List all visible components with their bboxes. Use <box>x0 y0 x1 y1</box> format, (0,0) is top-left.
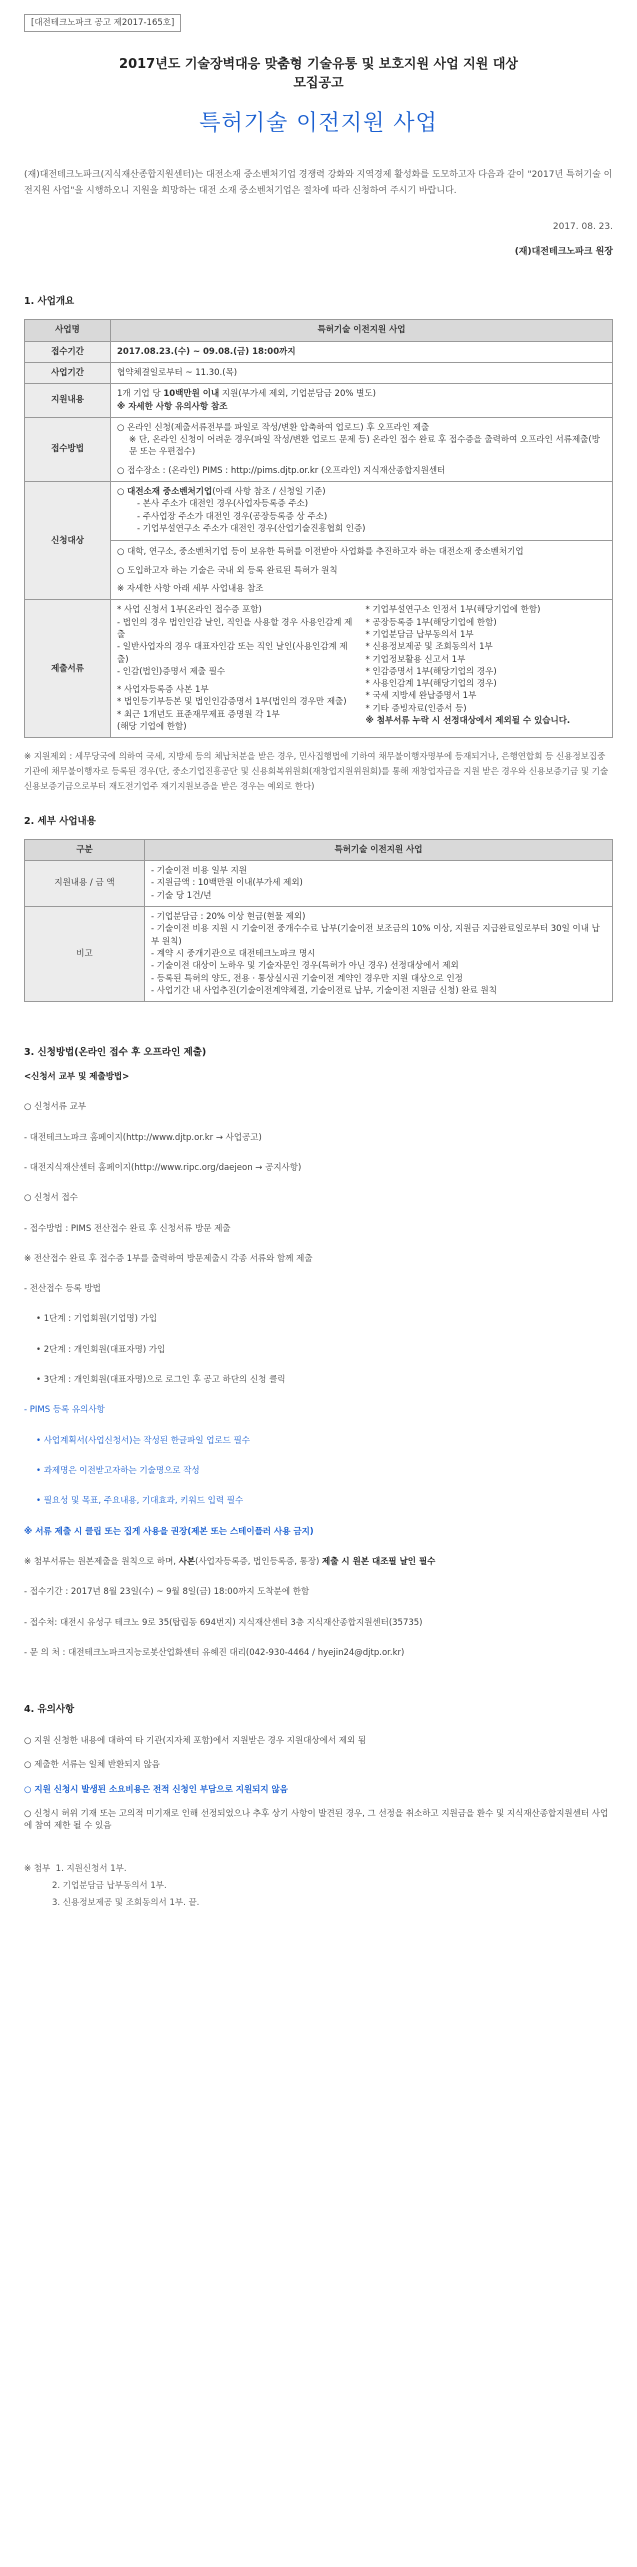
doc-item: * 최근 1개년도 표준재무제표 증명원 각 1부 <box>117 709 280 720</box>
row-value <box>111 384 613 418</box>
apply-step: • 1단계 : 기업회원(기업명) 가입 <box>36 1314 158 1325</box>
doc-item: * 기업정보활용 신고서 1부 <box>365 654 466 665</box>
doc-item: * 기업부설연구소 인정서 1부(해당기업에 한함) <box>365 605 541 616</box>
doc-item: - 인감(법인)증명서 제출 필수 <box>117 666 226 677</box>
detail-line: - 등록된 특허의 양도, 전용 · 통상실시권 기술이전 계약인 경우만 지원 대상으로 인정 <box>151 973 463 984</box>
notice-number: [대전테크노파크 공고 제2017-165호] <box>24 14 181 32</box>
cautions <box>24 1735 613 1833</box>
doc-item: (해당 기업에 한함) <box>117 722 187 733</box>
method-line: ○ 접수장소 : (온라인) PIMS : http://pims.djtp.or.kr (오프라인) 지식재산종합지원센터 <box>117 465 446 476</box>
subtitle-line: 모집공고 <box>293 76 344 92</box>
text: 지원(부가세 제외, 기업분담금 20% 별도) <box>219 389 376 400</box>
table-head: 특허기술 이전지원 사업 <box>111 320 613 341</box>
apply-line: - 접수방법 : PIMS 전산접수 완료 후 신청서류 방문 제출 <box>24 1223 231 1234</box>
divider <box>111 540 612 541</box>
text-bold: 제출 시 원본 대조필 날인 필수 <box>322 1556 436 1567</box>
table-row <box>25 384 613 418</box>
overview-table <box>24 319 613 738</box>
row-label: 지원내용 <box>25 384 111 418</box>
docs-left <box>117 604 358 733</box>
doc-item: * 공장등록증 1부(해당기업에 한함) <box>365 617 497 628</box>
text: (사업자등록증, 법인등록증, 통장) <box>195 1556 323 1567</box>
text: 1개 기업 당 <box>117 389 164 400</box>
row-label: 지원내용 / 금 액 <box>25 861 145 907</box>
intro-paragraph: (재)대전테크노파크(지식재산종합지원센터)는 대전소재 중소벤처기업 경쟁력 강화와 지역경제 활성화를 도모하고자 다음과 같이 "2017년 특허기술 이전지원 사업"을 시행하오니 지원을 희망하는 대전 소재 중소벤처기업은 절차에 따라 신청하여 주시기 바랍니다. <box>24 169 613 196</box>
apply-method <box>24 1071 613 1659</box>
target-sub: - 주사업장 주소가 대전인 경우(공장등록증 상 주소) <box>137 511 328 522</box>
pims-notice: • 사업계획서(사업신청서)는 작성된 한글파일 업로드 필수 <box>36 1435 251 1446</box>
docs-right <box>358 604 607 733</box>
table-row <box>25 362 613 383</box>
detail-line: - 계약 시 중개기관으로 대전테크노파크 명시 <box>151 948 316 959</box>
section-title: 1. 사업개요 <box>24 296 75 308</box>
table-row <box>25 861 613 907</box>
doc-item: * 사업자등록증 사본 1부 <box>117 685 209 696</box>
table-head: 특허기술 이전지원 사업 <box>145 839 613 860</box>
row-value <box>145 907 613 1002</box>
detail-line: - 사업기간 내 사업추진(기술이전계약체결, 기술이전료 납부, 기술이전 지원금 신청) 완료 원칙 <box>151 985 497 996</box>
doc-item: * 인감증명서 1부(해당기업의 경우) <box>365 666 497 677</box>
pims-notice: • 과제명은 이전받고자하는 기술명으로 작성 <box>36 1466 200 1477</box>
row-label: 사업기간 <box>25 362 111 383</box>
table-row <box>25 482 613 600</box>
apply-line: ○ 신청서 접수 <box>24 1193 78 1204</box>
content-line <box>117 388 606 400</box>
subtitle-line: 2017년도 기술장벽대응 맞춤형 기술유통 및 보호지원 사업 지원 대상 <box>119 57 518 73</box>
detail-line: - 기술이전 대상이 노하우 및 기술자문인 경우(특허가 아닌 경우) 선정대상에서 제외 <box>151 961 459 972</box>
apply-line: ※ 전산접수 완료 후 접수증 1부를 출력하여 방문제출시 각종 서류와 함께 제출 <box>24 1253 313 1264</box>
subtitle <box>0 56 637 94</box>
doc-item: * 사업 신청서 1부(온라인 접수증 포함) <box>117 605 262 616</box>
doc-item: * 국세 지방세 완납증명서 1부 <box>365 691 477 702</box>
target-sub: - 기업부설연구소 주소가 대전인 경우(산업기술진흥협회 인증) <box>137 524 366 534</box>
text: ※ 첨부서류는 원본제출을 원칙으로 하며, <box>24 1556 179 1567</box>
doc-item: - 법인의 경우 법인인감 날인, 직인을 사용할 경우 사용인감계 제출 <box>117 617 353 640</box>
content-note: ※ 자세한 사항 유의사항 참조 <box>117 401 228 412</box>
text-bold: 대전소재 중소벤처기업 <box>127 487 213 498</box>
pims-notice-title: - PIMS 등록 유의사항 <box>24 1405 105 1416</box>
attach-head: ※ 첨부 <box>24 1863 51 1874</box>
text: (아래 사항 참조 / 신청일 기준) <box>212 487 326 498</box>
method-line: ○ 온라인 신청(제출서류전부를 파일로 작성/변환 압축하여 업로드) 후 오프라인 제출 <box>117 422 430 433</box>
detail-line: - 기업분담금 : 20% 이상 현금(현물 제외) <box>151 912 306 923</box>
notice-date: 2017. 08. 23. <box>552 222 613 233</box>
section-title: 2. 세부 사업내용 <box>24 816 96 827</box>
caution-line: ○ 지원 신청한 내용에 대하여 타 기관(지자체 포함)에서 지원받은 경우 지원대상에서 제외 됨 <box>24 1735 367 1746</box>
doc-item: - 일반사업자의 경우 대표자인감 또는 직인 날인(사용인감계 제출) <box>117 642 348 665</box>
apply-line: - 접수기간 : 2017년 8월 23일(수) ~ 9월 8일(금) 18:00까지 도착분에 한함 <box>24 1587 310 1598</box>
attachment-item: 3. 신용정보제공 및 조회동의서 1부. 끝. <box>52 1897 200 1908</box>
text-bold: 10백만원 이내 <box>163 389 220 400</box>
exclusion-note: ※ 지원제외 : 세무당국에 의하여 국세, 지방세 등의 체납처분을 받은 경우, 민사집행법에 기하여 채무불이행자명부에 등재되거나, 은행연합회 등 신용정보집중기관에 채무불이행자로 등록된 경우(단, 중소기업진흥공단 및 신용회복위원회(재창업지원위원회)를 통해 재창업자금을 지원 받은 경우와 신용보증기금 및 기술신용보증기금으로부터 재도전기업주 재기지원보증을 받은 경우는 예외로 한다) <box>24 752 609 793</box>
issuer: (재)대전테크노파크 원장 <box>514 247 613 258</box>
doc-item: * 기타 증빙자료(인증서 등) <box>365 703 467 714</box>
section-title: 4. 유의사항 <box>24 1704 75 1716</box>
table-row <box>25 600 613 738</box>
apply-line: - 대전지식재산센터 홈페이지(http://www.ripc.org/daejeon → 공지사항) <box>24 1162 302 1173</box>
apply-line: - 문 의 처 : 대전테크노파크지능로봇산업화센터 유혜진 대리(042-930-4464 / hyejin24@djtp.or.kr) <box>24 1647 405 1658</box>
row-value: 협약체결일로부터 ~ 11.30.(목) <box>111 362 613 383</box>
apply-step: • 2단계 : 개인회원(대표자명) 가입 <box>36 1344 166 1355</box>
doc-item: * 법인등기부등본 및 법인인감증명서 1부(법인의 경우만 제출) <box>117 697 347 708</box>
doc-item: * 사용인감계 1부(해당기업의 경우) <box>365 679 497 690</box>
caution-line: ○ 지원 신청시 발생된 소요비용은 전적 신청인 부담으로 지원되지 않음 <box>24 1784 288 1795</box>
pims-notice: • 필요성 및 목표, 주요내용, 기대효과, 키워드 입력 필수 <box>36 1496 244 1507</box>
doc-item: * 신용정보제공 및 조회동의서 1부 <box>365 642 493 653</box>
apply-line: - 전산접수 등록 방법 <box>24 1284 101 1295</box>
apply-line: - 접수처: 대전시 유성구 테크노 9로 35(탑립동 694번지) 지식재산센터 3층 지식재산종합지원센터(35735) <box>24 1617 423 1628</box>
target-sub: - 본사 주소가 대전인 경우(사업자등록증 주소) <box>137 499 309 510</box>
row-value <box>145 861 613 907</box>
attach-item: 1. 지원신청서 1부. <box>55 1863 127 1874</box>
row-label: 비고 <box>25 907 145 1002</box>
detail-line: - 기술이전 비용 일부 지원 <box>151 866 247 877</box>
target-line: ○ 대학, 연구소, 중소벤처기업 등이 보유한 특허를 이전받아 사업화를 추진하고자 하는 대전소재 중소벤처기업 <box>117 547 524 558</box>
row-value <box>111 482 613 600</box>
attachment-item: 2. 기업분담금 납부동의서 1부. <box>52 1880 167 1891</box>
detail-table <box>24 839 613 1002</box>
clip-notice: ※ 서류 제출 시 클립 또는 집게 사용을 권장(제본 또는 스테이플러 사용 금지) <box>24 1526 314 1537</box>
copy-notice <box>24 1556 613 1568</box>
detail-line: - 기술이전 비용 지원 시 기술이전 중개수수료 납부(기술이전 보조금의 10% 이상, 지원금 지급완료일로부터 30일 이내 납부 원칙) <box>151 924 600 947</box>
target-line: ○ 도입하고자 하는 기술은 국내 외 등록 완료된 특허가 원칙 <box>117 565 338 576</box>
caution-line: ○ 신청시 허위 기재 또는 고의적 미기재로 인해 선정되었으나 추후 상기 사항이 발견된 경우, 그 선정을 취소하고 지원금을 환수 및 지식재산종합지원센터 사업에 참여 제한 될 수 있음 <box>24 1808 609 1832</box>
target-line <box>117 486 606 498</box>
row-value <box>111 600 613 738</box>
apply-step: • 3단계 : 개인회원(대표자명)으로 로그인 후 공고 하단의 신청 클릭 <box>36 1375 286 1386</box>
row-label: 접수방법 <box>25 417 111 481</box>
docs-columns <box>117 604 606 733</box>
docs-warning: ※ 첨부서류 누락 시 선정대상에서 제외될 수 있습니다. <box>365 716 571 727</box>
table-head: 사업명 <box>25 320 111 341</box>
attachment-item <box>24 1861 613 1878</box>
section-title: 3. 신청방법(온라인 접수 후 오프라인 제출) <box>24 1047 207 1059</box>
target-line: ※ 자세한 사항 아래 세부 사업내용 참조 <box>117 583 264 594</box>
row-label: 신청대상 <box>25 482 111 600</box>
doc-item: * 기업분담금 납부동의서 1부 <box>365 629 474 640</box>
apply-line: - 대전테크노파크 홈페이지(http://www.djtp.or.kr → 사업공고) <box>24 1132 262 1143</box>
caution-line: ○ 제출한 서류는 일체 반환되지 않음 <box>24 1760 160 1771</box>
apply-line: ○ 신청서류 교부 <box>24 1102 87 1113</box>
detail-line: - 기술 당 1건/년 <box>151 890 212 901</box>
row-label: 제출서류 <box>25 600 111 738</box>
row-value: 2017.08.23.(수) ~ 09.08.(금) 18:00까지 <box>111 341 613 362</box>
table-row <box>25 417 613 481</box>
text: ○ <box>117 487 128 498</box>
row-value <box>111 417 613 481</box>
table-row <box>25 341 613 362</box>
main-title: 특허기술 이전지원 사업 <box>199 111 438 136</box>
table-row <box>25 907 613 1002</box>
table-head: 구분 <box>25 839 145 860</box>
apply-sub: <신청서 교부 및 제출방법> <box>24 1071 130 1082</box>
method-line: ※ 단, 온라인 신청이 어려운 경우(파일 작성/변환 업로드 문제 등) 온라인 접수 완료 후 접수증을 출력하여 오프라인 서류제출(방문 또는 우편접수) <box>129 435 600 458</box>
row-label: 접수기간 <box>25 341 111 362</box>
text-bold: 사본 <box>178 1556 196 1567</box>
detail-line: - 지원금액 : 10백만원 이내(부가세 제외) <box>151 878 303 889</box>
attachments <box>24 1861 613 1912</box>
